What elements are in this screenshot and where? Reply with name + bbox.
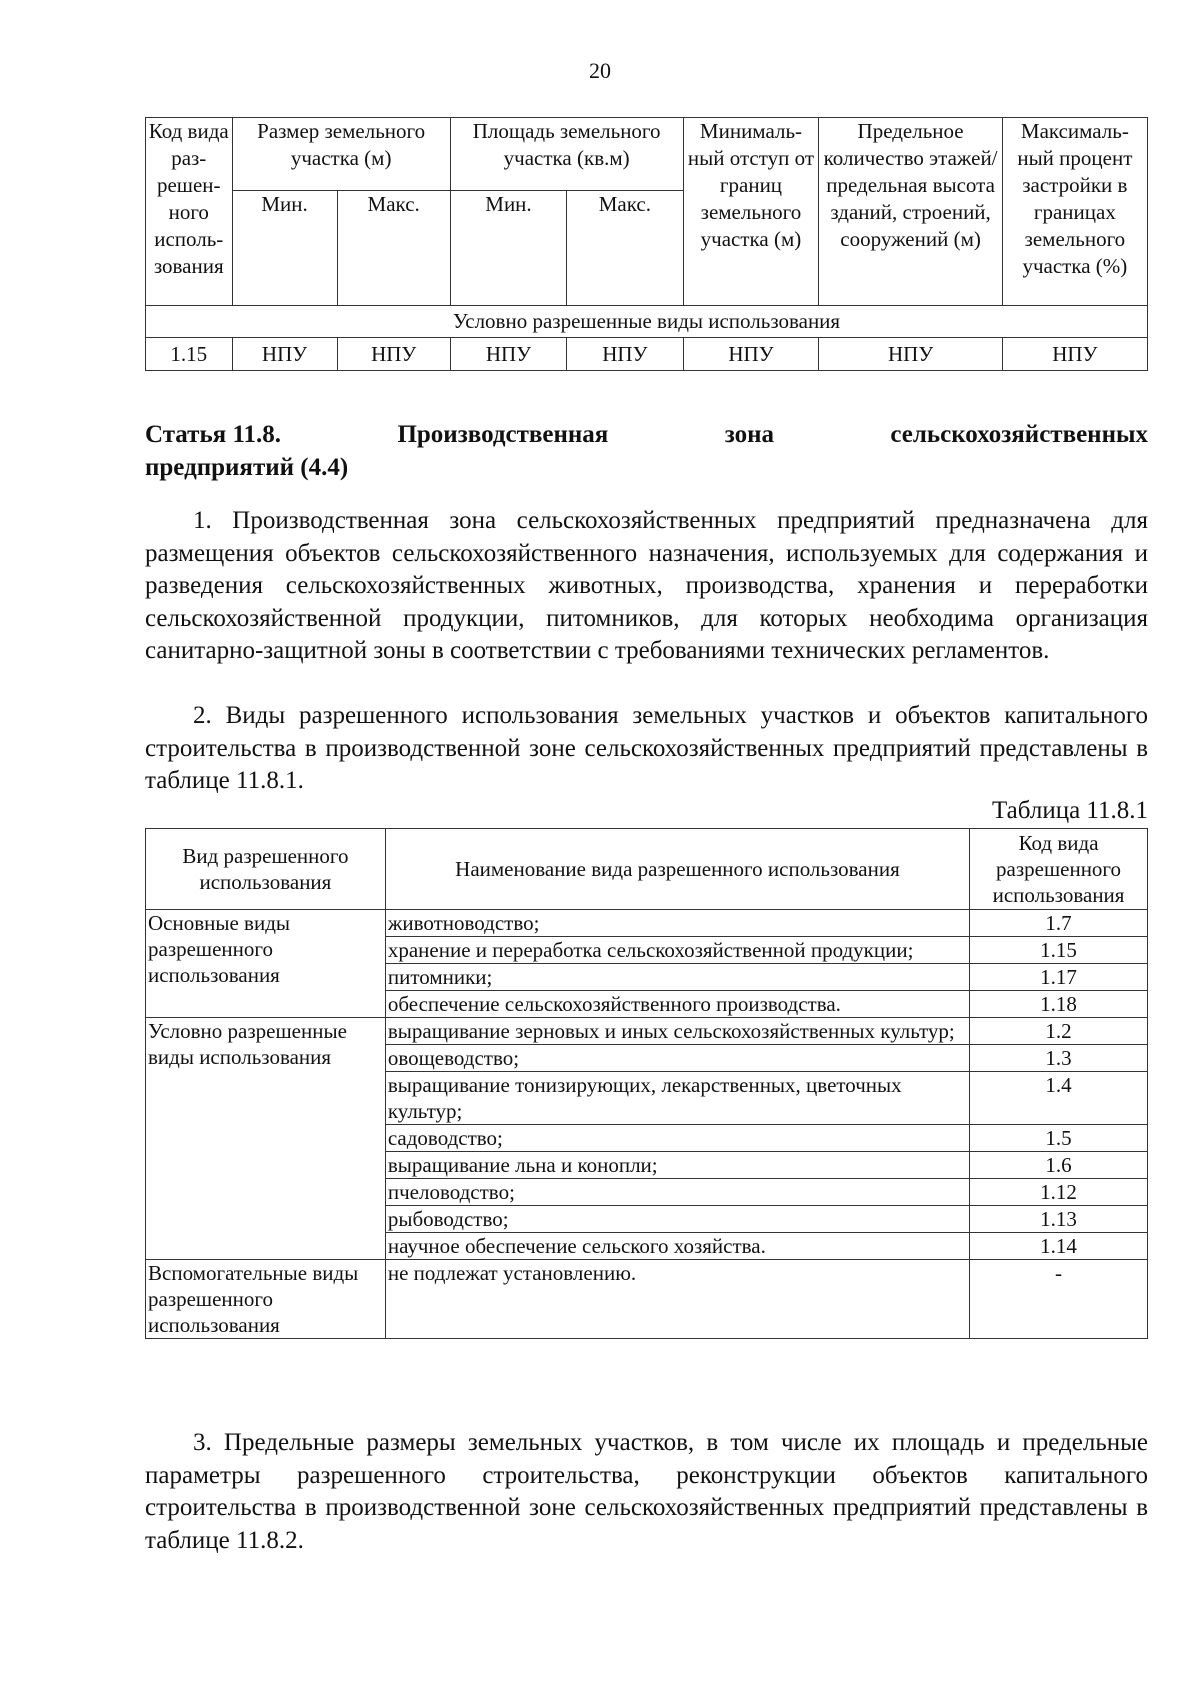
use-name: рыбоводство; (385, 1206, 969, 1233)
value-cell: НПУ (450, 338, 566, 371)
header-size-max: Макс. (337, 191, 450, 306)
header-area-max: Макс. (567, 191, 683, 306)
value-cell: НПУ (337, 338, 450, 371)
use-code: 1.2 (970, 1018, 1148, 1045)
value-cell: 1.15 (146, 338, 233, 371)
use-code: 1.13 (970, 1206, 1148, 1233)
heading-word: Производственная (397, 421, 609, 448)
article-heading (145, 418, 1148, 484)
use-code: 1.17 (970, 964, 1148, 991)
use-code: 1.5 (970, 1125, 1148, 1152)
use-code: - (970, 1260, 1148, 1339)
parameters-table (145, 117, 1148, 371)
header-name: Наименование вида разрешенного использования (385, 829, 969, 910)
use-code: 1.14 (970, 1233, 1148, 1260)
page-number: 20 (589, 58, 611, 83)
use-code: 1.3 (970, 1045, 1148, 1072)
use-code: 1.18 (970, 991, 1148, 1018)
use-name: хранение и переработка сельскохозяйственной продукции; (385, 937, 969, 964)
use-name: научное обеспечение сельского хозяйства. (385, 1233, 969, 1260)
header-area-min: Мин. (450, 191, 566, 306)
use-name: овощеводство; (385, 1045, 969, 1072)
heading-word: сельскохозяйственных (890, 421, 1148, 448)
use-name: питомники; (385, 964, 969, 991)
paragraph-1: 1. Производственная зона сельскохозяйственных предприятий предназначена для размещения объектов сельскохозяйственного назначения, используемых для содержания и разведения сельскохозяйственных животных, производства, хранения и переработки сельскохозяйственной продукции, питомников, для которых необходима организация санитарно-защитной зоны в соответствии с требованиями технических регламентов. (145, 507, 1148, 664)
value-cell: НПУ (819, 338, 1002, 371)
table-caption: Таблица 11.8.1 (992, 797, 1148, 824)
value-cell: НПУ (1002, 338, 1147, 371)
use-code: 1.7 (970, 910, 1148, 937)
use-code: 1.4 (970, 1072, 1148, 1125)
use-name: обеспечение сельскохозяйственного производства. (385, 991, 969, 1018)
header-type: Вид разрешенного использования (146, 829, 386, 910)
use-name: выращивание зерновых и иных сельскохозяйственных культур; (385, 1018, 969, 1045)
use-name: животноводство; (385, 910, 969, 937)
paragraph-3: 3. Предельные размеры земельных участков, в том числе их площадь и предельные параметры разрешенного строительства, реконструкции объектов капитального строительства в производственной зоне сельскохозяйственных предприятий представлены в таблице 11.8.2. (145, 1429, 1148, 1554)
header-size-min: Мин. (232, 191, 337, 306)
value-cell: НПУ (567, 338, 683, 371)
use-code: 1.6 (970, 1152, 1148, 1179)
heading-line2: предприятий (4.4) (145, 454, 349, 481)
value-cell: НПУ (683, 338, 819, 371)
group-label: Вспомогательные виды разрешенного использования (146, 1260, 386, 1339)
use-name: пчеловодство; (385, 1179, 969, 1206)
use-name: садоводство; (385, 1125, 969, 1152)
group-label: Основные виды разрешенного использования (146, 910, 386, 1018)
use-name: выращивание льна и конопли; (385, 1152, 969, 1179)
value-cell: НПУ (232, 338, 337, 371)
header-size: Размер земельного участка (м) (232, 118, 450, 191)
permitted-uses-table (145, 828, 1148, 1339)
header-min-setback: Минималь-ный отступ от границ земельного участка (м) (683, 118, 819, 306)
paragraph-2: 2. Виды разрешенного использования земельных участков и объектов капитального строительства в производственной зоне сельскохозяйственных предприятий представлены в таблице 11.8.1. (145, 702, 1148, 794)
use-code: 1.12 (970, 1179, 1148, 1206)
header-code: Код вида раз-решен-ного исполь-зования (146, 118, 233, 306)
use-code: 1.15 (970, 937, 1148, 964)
use-name: не подлежат установлению. (385, 1260, 969, 1339)
heading-word: Статья 11.8. (145, 421, 282, 448)
heading-word: зона (724, 421, 774, 448)
use-name: выращивание тонизирующих, лекарственных, цветочных культур; (385, 1072, 969, 1125)
header-floors: Предельное количество этажей/ предельная высота зданий, строений, сооружений (м) (819, 118, 1002, 306)
header-code: Код вида разрешенного использования (970, 829, 1148, 910)
section-row: Условно разрешенные виды использования (146, 306, 1148, 338)
header-max-percent: Максималь-ный процент застройки в границах земельного участка (%) (1002, 118, 1147, 306)
header-area: Площадь земельного участка (кв.м) (450, 118, 683, 191)
group-label: Условно разрешенные виды использования (146, 1018, 386, 1260)
